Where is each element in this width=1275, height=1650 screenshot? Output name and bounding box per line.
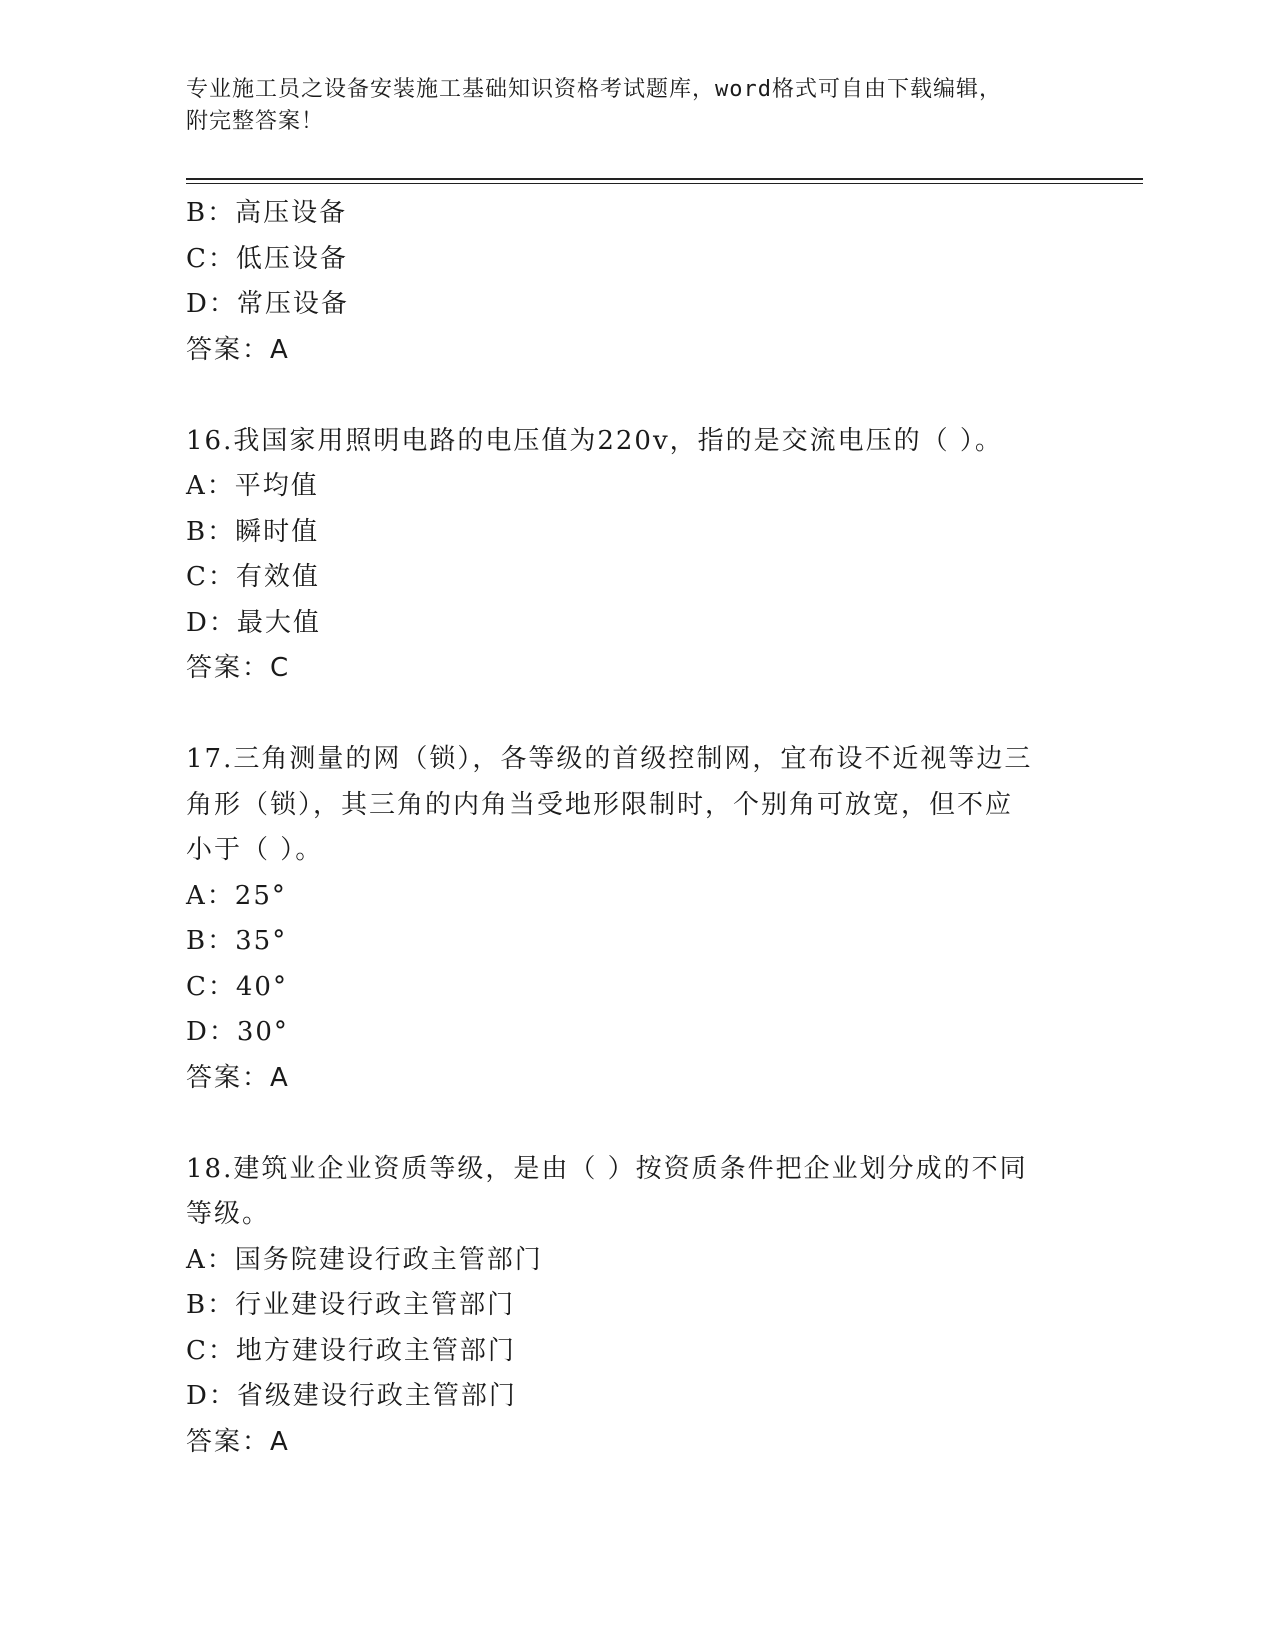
- answer-line: 答案：A: [186, 1062, 290, 1093]
- question-17: [186, 737, 1066, 1101]
- option-a: A：国务院建设行政主管部门: [186, 1244, 543, 1275]
- answer-line: 答案：C: [186, 653, 291, 683]
- option-a: A：25°: [186, 880, 287, 911]
- question-18: [186, 1147, 1066, 1466]
- document-header: [186, 74, 1066, 138]
- question-list: [186, 191, 1066, 1465]
- option-a: A：平均值: [186, 471, 319, 501]
- option-c: C：40°: [186, 971, 288, 1002]
- header-divider: [186, 178, 1143, 180]
- option-b: B：35°: [186, 926, 288, 956]
- header-line-2: 附完整答案！: [186, 109, 325, 134]
- question-stem-line-3: 小于（ ）。: [186, 835, 324, 865]
- option-c: C：有效值: [186, 562, 320, 592]
- question-stem-line-1: 18.建筑业企业资质等级，是由（ ）按资质条件把企业划分成的不同: [186, 1153, 1028, 1184]
- answer-line: 答案：A: [186, 334, 290, 365]
- option-c: C：地方建设行政主管部门: [186, 1335, 516, 1366]
- answer-line: 答案：A: [186, 1426, 290, 1457]
- question-stem: 16.我国家用照明电路的电压值为220v，指的是交流电压的（ ）。: [186, 425, 1003, 456]
- option-d: D：30°: [186, 1017, 289, 1047]
- question-16: [186, 419, 1066, 692]
- option-b: B：行业建设行政主管部门: [186, 1290, 516, 1320]
- option-d: D：最大值: [186, 607, 321, 638]
- question-stem-line-2: 角形（锁），其三角的内角当受地形限制时，个别角可放宽，但不应: [186, 789, 1014, 820]
- option-b: B：瞬时值: [186, 516, 320, 547]
- question-stem-line-1: 17.三角测量的网（锁），各等级的首级控制网，宜布设不近视等边三: [186, 744, 1033, 774]
- option-d: D：省级建设行政主管部门: [186, 1381, 517, 1411]
- option-c: C：低压设备: [186, 243, 348, 274]
- header-line-1: 专业施工员之设备安装施工基础知识资格考试题库，word格式可自由下载编辑，: [186, 77, 1002, 102]
- question-stem-line-2: 等级。: [186, 1199, 271, 1229]
- option-b: B：高压设备: [186, 198, 348, 228]
- question-15-tail: [186, 191, 1066, 373]
- header-divider-thin: [186, 183, 1143, 184]
- option-d: D：常压设备: [186, 289, 349, 319]
